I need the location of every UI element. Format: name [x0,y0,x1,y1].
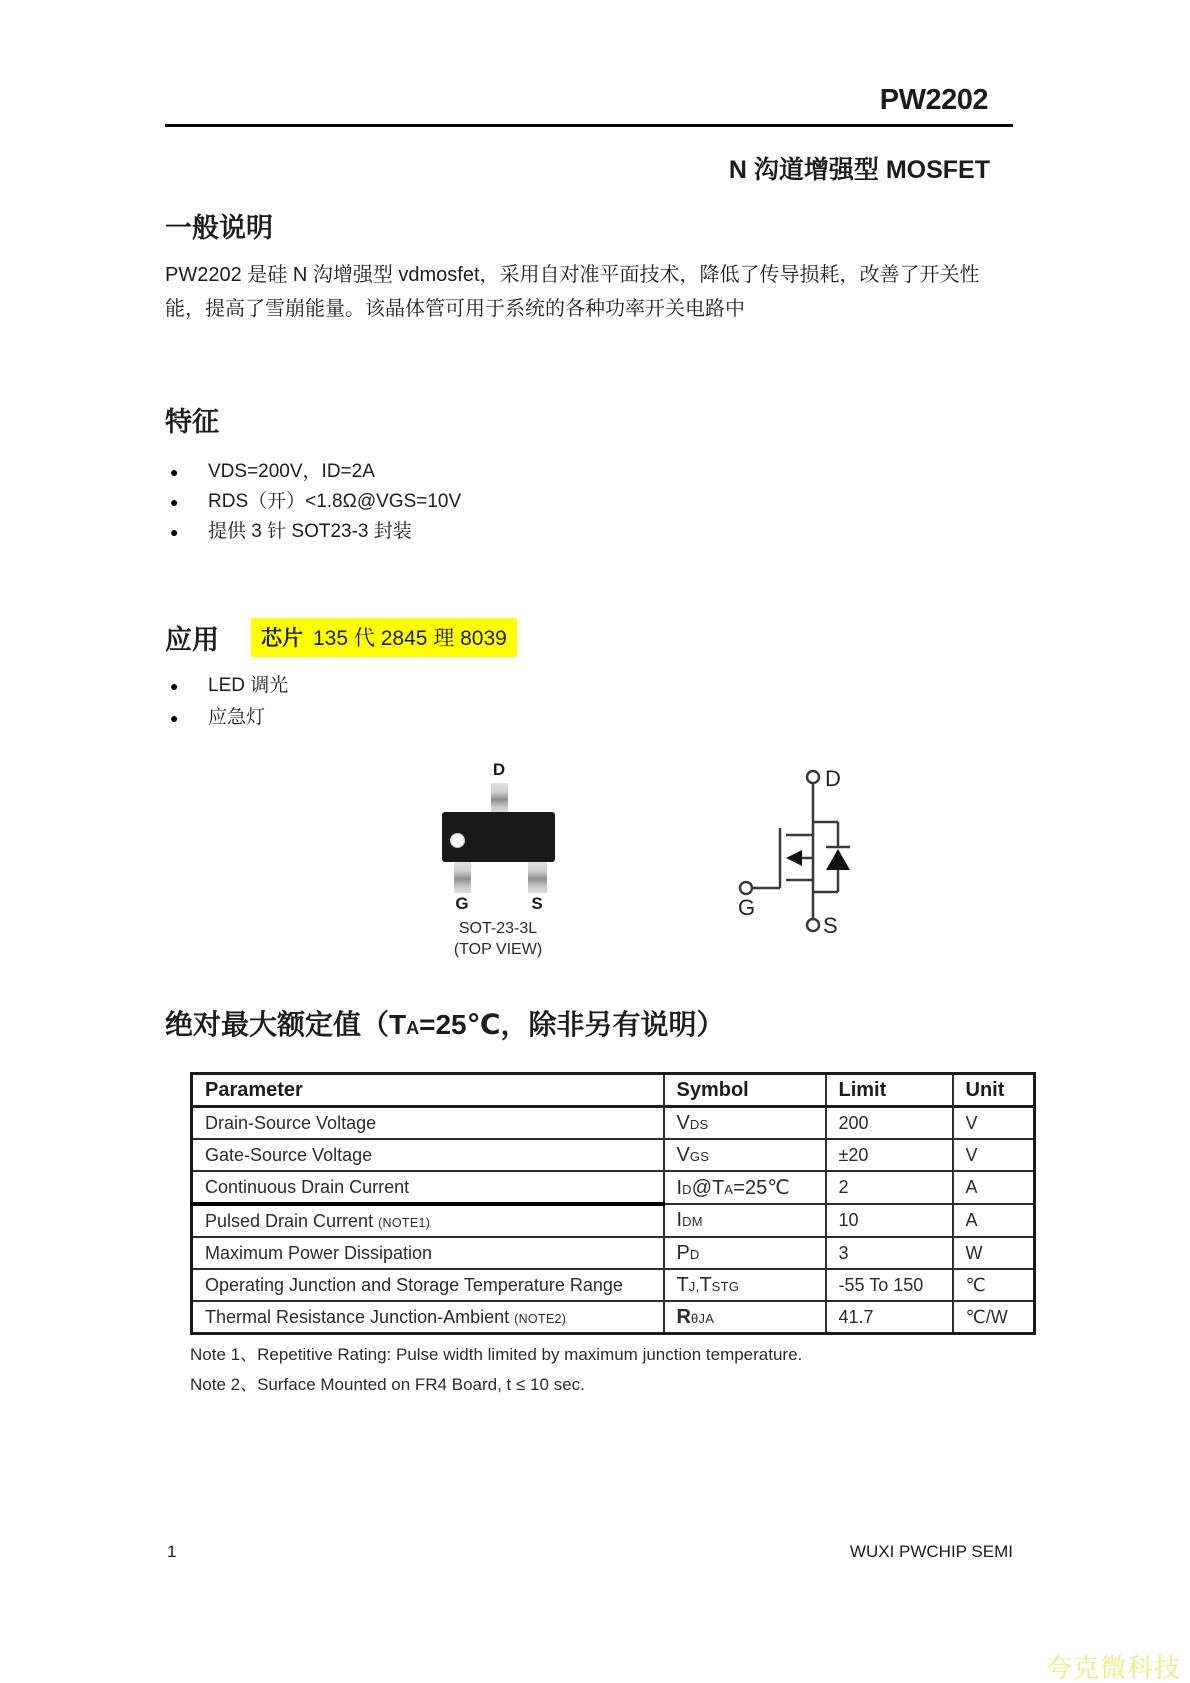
cell-parameter: Operating Junction and Storage Temperature Range [192,1269,664,1301]
pin-label-drain: D [492,760,506,779]
cell-limit: 3 [826,1237,953,1269]
feature-text: RDS（开）<1.8Ω@VGS=10V [208,491,462,512]
terminal-label-drain: D [825,766,841,791]
page-number: 1 [167,1542,177,1561]
pin1-dot [450,833,465,848]
package-body [442,812,555,862]
parameter-note: (NOTE2) [514,1311,567,1326]
package-figure-sot23 [400,758,600,958]
symbol-sub: STG [711,1278,740,1294]
parameter-text: Pulsed Drain Current [205,1210,379,1231]
highlight-text: 135 代 2845 理 8039 [313,627,507,650]
symbol-sub: J, [688,1278,700,1294]
symbol-main: =25℃ [733,1177,790,1199]
pin-label-source: S [531,894,543,913]
cell-symbol [664,1269,826,1301]
ratings-heading-sub: A [406,1018,420,1038]
ratings-table [190,1072,1036,1335]
table-row [192,1237,1035,1269]
symbol-main: I [676,1177,683,1199]
table-row [192,1204,1035,1237]
cell-parameter [192,1204,664,1237]
table-row [192,1139,1035,1171]
symbol-main: T [676,1273,689,1296]
cell-parameter: Gate-Source Voltage [192,1139,664,1171]
application-text: 应急灯 [208,707,266,728]
general-description-body [165,258,1017,326]
bullet-icon: ● [170,678,179,694]
applications-header-row [165,618,517,657]
cell-parameter [192,1301,664,1334]
footer-company: WUXI PWCHIP SEMI [849,1542,1013,1561]
body-arrow [786,850,802,866]
table-header-row [192,1074,1035,1107]
cell-unit: A [953,1204,1035,1237]
list-item [170,518,461,548]
cell-unit: V [953,1107,1035,1140]
body-line: PW2202 是硅 N 沟增强型 vdmosfet，采用自对准平面技术，降低了传导损耗，改善了开关性 [165,264,980,286]
col-header-symbol: Symbol [664,1074,826,1107]
table-row [192,1171,1035,1204]
cell-unit: V [953,1139,1035,1171]
cell-limit: 10 [826,1204,953,1237]
package-lead-gate [454,862,471,893]
header-rule [165,124,1013,127]
general-description-heading: 一般说明 [165,213,273,243]
cell-unit: ℃ [953,1269,1035,1301]
body-diode [826,849,850,870]
table-row [192,1301,1035,1334]
cell-limit: 200 [826,1107,953,1140]
cell-parameter: Drain-Source Voltage [192,1107,664,1140]
cell-symbol [664,1204,826,1237]
features-heading: 特征 [165,407,219,437]
symbol-main: @T [691,1177,725,1199]
pin-label-gate: G [455,894,469,913]
table-note-1: Note 1、Repetitive Rating: Pulse width limited by maximum junction temperature. [190,1345,803,1364]
cell-unit: ℃/W [953,1301,1035,1334]
applications-heading: 应用 [165,625,219,655]
body-line: 能，提高了雪崩能量。该晶体管可用于系统的各种功率开关电路中 [165,298,745,320]
symbol-main: V [676,1143,690,1166]
symbol-sub: D [689,1246,700,1262]
cell-symbol [664,1139,826,1171]
symbol-sub: DS [689,1116,709,1132]
cell-limit: 41.7 [826,1301,953,1334]
cell-limit: ±20 [826,1139,953,1171]
ratings-heading-post: =25℃，除非另有说明） [419,1009,725,1040]
bullet-icon: ● [170,524,179,540]
applications-list [170,672,288,736]
list-item [170,672,288,704]
package-lead-drain [491,783,508,813]
symbol-main: P [676,1241,690,1264]
package-caption [400,918,596,960]
package-name: SOT-23-3L [458,920,538,937]
features-list [170,458,461,548]
cell-symbol [664,1237,826,1269]
package-lead-source [528,862,547,893]
doc-number: PW2202 [879,84,988,116]
cell-unit: W [953,1237,1035,1269]
symbol-sub: DM [682,1214,703,1229]
cell-limit: -55 To 150 [826,1269,953,1301]
table-row [192,1269,1035,1301]
cell-limit: 2 [826,1171,953,1204]
cell-unit: A [953,1171,1035,1204]
highlighted-annotation [251,618,517,657]
symbol-sub: θJA [690,1310,715,1326]
bullet-icon: ● [170,494,179,510]
mosfet-symbol-drawing [680,690,870,945]
symbol-main: R [676,1305,691,1328]
table-row [192,1107,1035,1140]
symbol-main: V [676,1111,690,1134]
cell-parameter: Maximum Power Dissipation [192,1237,664,1269]
symbol-sub: A [724,1182,734,1197]
ratings-heading [165,1003,725,1043]
terminal-label-gate: G [738,895,756,920]
page-title: N 沟道增强型 MOSFET [728,156,990,184]
highlight-bold-text: 芯片 [261,627,303,650]
package-view: (TOP VIEW) [453,941,543,958]
symbol-main: T [699,1273,712,1296]
terminal-label-source: S [823,913,838,938]
bullet-icon: ● [170,464,179,480]
symbol-main: I [676,1209,683,1231]
cell-symbol [664,1171,826,1204]
mosfet-schematic-figure [680,690,870,950]
bullet-icon: ● [170,710,179,726]
table-note-2: Note 2、Surface Mounted on FR4 Board, t ≤ 10 sec. [190,1375,585,1394]
col-header-parameter: Parameter [192,1074,664,1107]
feature-text: 提供 3 针 SOT23-3 封装 [208,521,412,542]
list-item [170,488,461,518]
list-item [170,458,461,488]
symbol-sub: D [682,1182,692,1197]
application-text: LED 调光 [208,675,289,696]
cell-symbol [664,1301,826,1334]
parameter-note: (NOTE1) [378,1215,431,1230]
watermark: 夸克微科技 [1046,1653,1182,1683]
ratings-heading-pre: 绝对最大额定值（T [165,1009,407,1040]
col-header-limit: Limit [826,1074,953,1107]
col-header-unit: Unit [953,1074,1035,1107]
parameter-text: Thermal Resistance Junction-Ambient [205,1306,515,1327]
cell-parameter: Continuous Drain Current [192,1171,664,1204]
cell-symbol [664,1107,826,1140]
symbol-sub: GS [689,1148,710,1164]
feature-text: VDS=200V，ID=2A [208,461,375,482]
list-item [170,704,288,736]
